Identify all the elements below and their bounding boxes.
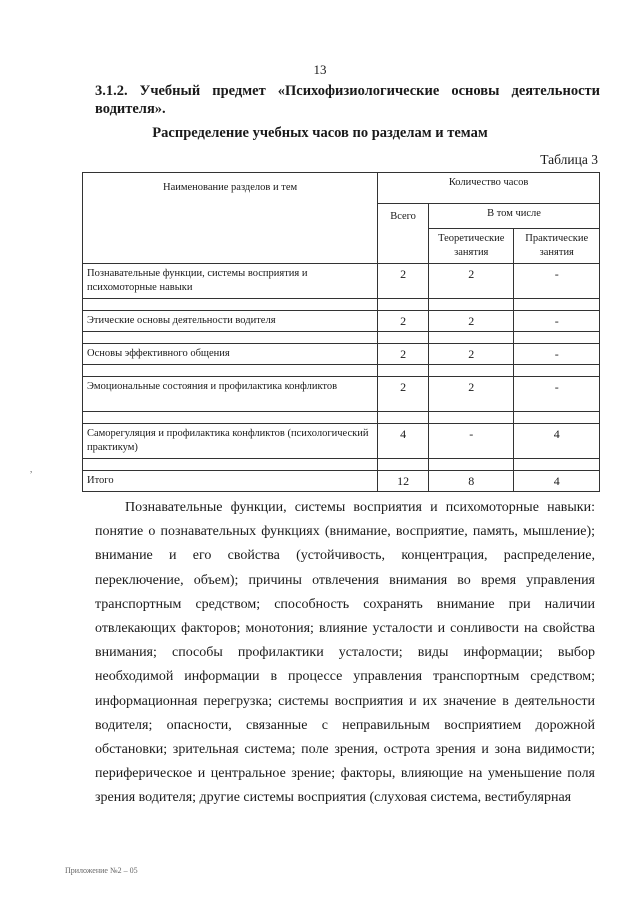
row-total: 2	[378, 311, 429, 332]
header-practice: Практические занятия	[514, 229, 600, 264]
table-row	[83, 264, 600, 299]
row-topic: Эмоциональные состояния и профилактика конфликтов	[83, 377, 378, 412]
section-heading: 3.1.2. Учебный предмет «Психофизиологические основы деятельности	[95, 83, 600, 99]
total-label: Итого	[83, 471, 378, 492]
row-topic: Познавательные функции, системы восприятия и психомоторные навыки	[83, 264, 378, 299]
margin-mark: ,	[30, 464, 33, 474]
header-topics: Наименование разделов и тем	[83, 173, 378, 264]
header-total: Всего	[378, 204, 429, 264]
row-theory: 2	[429, 311, 514, 332]
table-total-row	[83, 471, 600, 492]
row-topic: Этические основы деятельности водителя	[83, 311, 378, 332]
practice-total: 4	[514, 471, 600, 492]
row-practice: -	[514, 377, 600, 412]
table-row	[83, 344, 600, 365]
table-subtitle: Распределение учебных часов по разделам и темам	[152, 125, 488, 141]
row-theory: -	[429, 424, 514, 459]
row-theory: 2	[429, 344, 514, 365]
row-practice: -	[514, 311, 600, 332]
row-topic: Саморегуляция и профилактика конфликтов (психологический практикум)	[83, 424, 378, 459]
row-topic: Основы эффективного общения	[83, 344, 378, 365]
grand-total: 12	[378, 471, 429, 492]
row-theory: 2	[429, 377, 514, 412]
theory-total: 8	[429, 471, 514, 492]
row-theory: 2	[429, 264, 514, 299]
row-practice: -	[514, 264, 600, 299]
row-total: 2	[378, 264, 429, 299]
row-practice: -	[514, 344, 600, 365]
page-number: 13	[313, 62, 327, 77]
body-paragraph: Познавательные функции, системы восприятия и психомоторные навыки: понятие о познавательных функциях (внимание, восприятие, память, мышление); внимание и его свойства (устойчивость, концентрация, распределение, переключение, объем); причины отвлечения внимания во время управления транспортным средством; способность сохранять внимание при наличии отвлекающих факторов; монотония; влияние усталости и сонливости на свойства внимания; способы профилактики усталости; виды информации; выбор необходимой информации в процессе управления транспортным средством; информационная перегрузка; системы восприятия и их значение в деятельности водителя; опасности, связанные с неправильным восприятием дорожной обстановки; зрительная система; поле зрения, острота зрения и зона видимости; периферическое и центральное зрение; факторы, влияющие на уменьшение поля зрения водителя; другие системы восприятия (слуховая система, вестибулярная	[95, 500, 595, 806]
header-hours: Количество часов	[378, 173, 600, 204]
header-theory: Теоретические занятия	[429, 229, 514, 264]
table-row	[83, 424, 600, 459]
table-row	[83, 311, 600, 332]
row-total: 2	[378, 344, 429, 365]
header-including: В том числе	[429, 204, 600, 229]
hours-table	[82, 172, 600, 492]
row-total: 2	[378, 377, 429, 412]
table-caption: Таблица 3	[540, 152, 598, 167]
table-row	[83, 377, 600, 412]
row-total: 4	[378, 424, 429, 459]
footer-note: Приложение №2 – 05	[65, 866, 138, 875]
row-practice: 4	[514, 424, 600, 459]
section-heading-continued: водителя».	[95, 101, 166, 117]
